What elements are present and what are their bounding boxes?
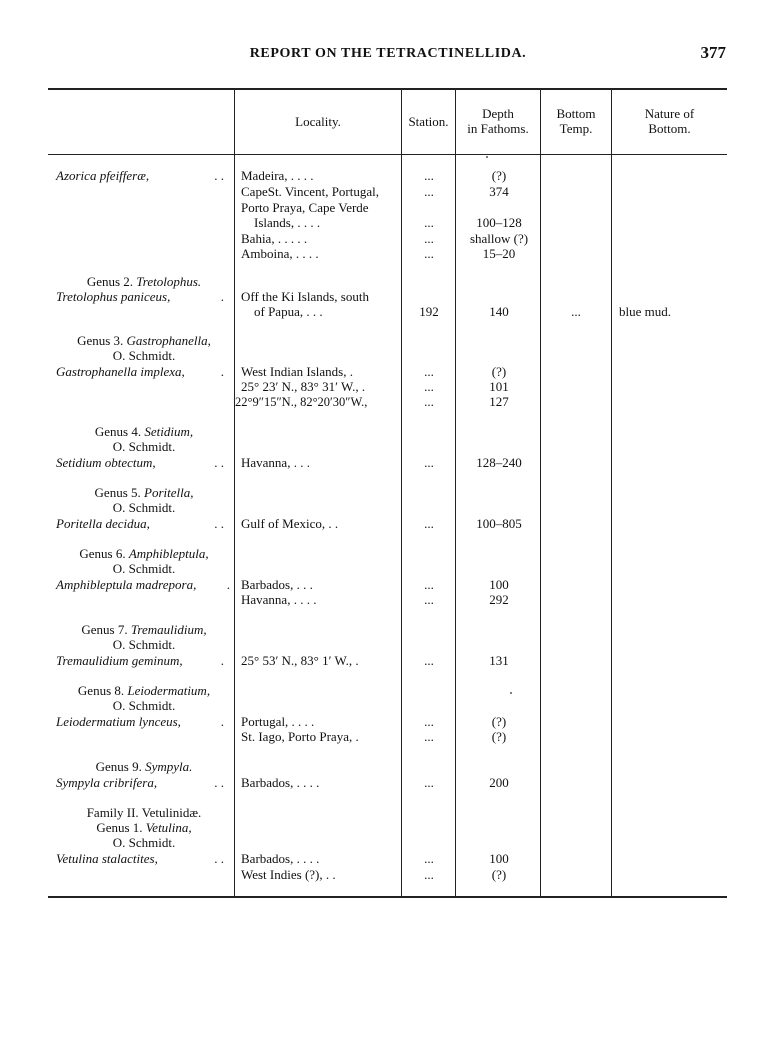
depth: 100 bbox=[489, 851, 509, 866]
locality: Bahia, . . . . . bbox=[241, 231, 308, 246]
header-station: Station. bbox=[408, 113, 449, 129]
depth: 131 bbox=[489, 653, 509, 668]
species-name: Sympyla cribrifera, bbox=[56, 775, 158, 790]
species-name: Tretolophus paniceus, bbox=[56, 289, 171, 304]
nature-of-bottom: blue mud. bbox=[619, 304, 671, 319]
header-locality: Locality. bbox=[295, 113, 341, 129]
depth: 100–805 bbox=[476, 516, 522, 531]
station: ... bbox=[424, 516, 434, 531]
genus-author: O. Schmidt. bbox=[112, 348, 176, 363]
locality: 25° 53′ N., 83° 1′ W., . bbox=[241, 653, 359, 668]
genus-heading: Genus 1. Vetulina, bbox=[96, 820, 192, 835]
locality: Off the Ki Islands, south bbox=[241, 289, 369, 304]
depth: 374 bbox=[489, 184, 509, 199]
depth: 15–20 bbox=[482, 246, 516, 261]
station: ... bbox=[424, 851, 434, 866]
species-name: Setidium obtectum, bbox=[56, 455, 156, 470]
column-divider bbox=[234, 90, 235, 898]
locality: Barbados, . . . . bbox=[241, 851, 320, 866]
genus-author: O. Schmidt. bbox=[112, 561, 176, 576]
station: 192 bbox=[419, 304, 439, 319]
station: ... bbox=[424, 867, 434, 882]
locality: Madeira, . . . . bbox=[241, 168, 314, 183]
station: ... bbox=[424, 775, 434, 790]
depth: (?) bbox=[491, 364, 507, 379]
station: ... bbox=[424, 231, 434, 246]
header-bottom-temp: Bottom Temp. bbox=[556, 106, 596, 136]
faint-mark bbox=[486, 156, 488, 158]
genus-author: O. Schmidt. bbox=[112, 698, 176, 713]
station: ... bbox=[424, 577, 434, 592]
station: ... bbox=[424, 364, 434, 379]
genus-heading: Genus 3. Gastrophanella, bbox=[77, 333, 211, 348]
station: ... bbox=[424, 215, 434, 230]
genus-heading: Genus 9. Sympyla. bbox=[95, 759, 193, 774]
running-head bbox=[0, 43, 776, 66]
depth: (?) bbox=[491, 168, 507, 183]
running-title: REPORT ON THE TETRACTINELLIDA. bbox=[249, 46, 527, 61]
depth: 100 bbox=[489, 577, 509, 592]
header-bottom-rule bbox=[48, 154, 727, 155]
header-nature-of-bottom: Nature of Bottom. bbox=[644, 106, 695, 136]
locality: Barbados, . . . . bbox=[241, 775, 320, 790]
locality: St. Iago, Porto Praya, . bbox=[241, 729, 359, 744]
faint-mark bbox=[510, 692, 512, 694]
column-divider bbox=[611, 90, 612, 898]
table-bottom-rule bbox=[48, 896, 727, 898]
species-name: Gastrophanella implexa, bbox=[56, 364, 185, 379]
station: ... bbox=[424, 729, 434, 744]
depth: 140 bbox=[489, 304, 509, 319]
depth: 127 bbox=[489, 394, 509, 409]
species-name: Amphibleptula madrepora, bbox=[56, 577, 197, 592]
station: ... bbox=[424, 455, 434, 470]
genus-author: O. Schmidt. bbox=[112, 439, 176, 454]
station: ... bbox=[424, 592, 434, 607]
locality: Havanna, . . . bbox=[241, 455, 310, 470]
station: ... bbox=[424, 168, 434, 183]
locality: CapeSt. Vincent, Portugal, bbox=[241, 184, 379, 199]
station: ... bbox=[424, 379, 434, 394]
station: ... bbox=[424, 714, 434, 729]
locality: Portugal, . . . . bbox=[241, 714, 315, 729]
locality: Havanna, . . . . bbox=[241, 592, 317, 607]
family-heading: Family II. Vetulinidæ. bbox=[86, 805, 202, 820]
locality: West Indian Islands, . bbox=[241, 364, 353, 379]
depth: 128–240 bbox=[476, 455, 522, 470]
locality: 22°9″15″N., 82°20′30″W., bbox=[235, 395, 368, 409]
data-table: Locality. Station. Depth in Fathoms. Bottom Temp. Nature of Bottom. Azorica pfeifferæ, . . Madeira, . . . . ... (?) CapeSt. Vincent, Portugal, ... 374 Porto Praya, Cape Verde Islands, . . . . ... 100–128 Bahia, . . . . . ... shallow (?) Amboina, . . . . ... 15–20 Genus 2. Tretolophus. Tretolophus paniceus, . Off the Ki Islands, south of Papua, . . . 192 140 ... blue mud. Genus 3. Gastrophanella, O. Schmidt. Gastrophanella implexa, . West Indian Islands, . ... (?) 25° 23′ N., 83° 31′ W., . ... 101 22°9″15″N., 82°20′30″W., ... 127 Genus 4. Setidium, O. Schmidt. Setidium obtectum, . . Havanna, . . . ... 128–240 Genus 5. Poritella, O. Schmidt. Poritella decidua, . . Gulf of Mexico, . . ... 100–805 Genus 6. Amphibleptula, O. Schmidt. Amphibleptula madrepora, . Barbados, . . . ... 100 Havanna, . . . . ... 292 Genus 7. Tremaulidium, O. Schmidt. Tremaulidium geminum, . 25° 53′ N., 83° 1′ W., . ... 131 Genus 8. Leiodermatium, O. Schmidt. Leiodermatium lynceus, . Portugal, . . . . ... (?) St. Iago, Porto Praya, . ... (?) Genus 9. Sympyla. Sympyla cribrifera, . . Barbados, . . . . ... 200 Family II. Vetulinidæ. Genus 1. Vetulina, O. Schmidt. Vetulina stalactites, . . Barbados, . . . . ... 100 West Indies (?), . . ... (?) bbox=[48, 88, 727, 898]
genus-heading: Genus 5. Poritella, bbox=[94, 485, 194, 500]
depth: 200 bbox=[489, 775, 509, 790]
page-number: 377 bbox=[700, 43, 726, 62]
locality: Amboina, . . . . bbox=[241, 246, 319, 261]
species-name: Poritella decidua, bbox=[56, 516, 150, 531]
species-name: Leiodermatium lynceus, bbox=[56, 714, 181, 729]
bottom-temp: ... bbox=[571, 304, 581, 319]
genus-author: O. Schmidt. bbox=[112, 500, 176, 515]
depth: shallow (?) bbox=[469, 231, 529, 246]
station: ... bbox=[424, 246, 434, 261]
locality: Barbados, . . . bbox=[241, 577, 313, 592]
header-depth: Depth in Fathoms. bbox=[467, 106, 529, 136]
species-name: Vetulina stalactites, bbox=[56, 851, 158, 866]
depth: (?) bbox=[491, 714, 507, 729]
station: ... bbox=[424, 394, 434, 409]
genus-author: O. Schmidt. bbox=[112, 835, 176, 850]
depth: 292 bbox=[489, 592, 509, 607]
genus-author: O. Schmidt. bbox=[112, 637, 176, 652]
genus-heading: Genus 8. Leiodermatium, bbox=[77, 683, 211, 698]
depth: 101 bbox=[489, 379, 509, 394]
locality: West Indies (?), . . bbox=[241, 867, 336, 882]
station: ... bbox=[424, 184, 434, 199]
locality: 25° 23′ N., 83° 31′ W., . bbox=[241, 379, 366, 394]
genus-heading: Genus 2. Tretolophus. bbox=[86, 274, 202, 289]
depth: 100–128 bbox=[476, 215, 522, 230]
depth: (?) bbox=[491, 867, 507, 882]
genus-heading: Genus 4. Setidium, bbox=[94, 424, 194, 439]
species-name: Tremaulidium geminum, bbox=[56, 653, 183, 668]
genus-heading: Genus 6. Amphibleptula, bbox=[79, 546, 209, 561]
genus-heading: Genus 7. Tremaulidium, bbox=[81, 622, 207, 637]
species-name: Azorica pfeifferæ, bbox=[56, 168, 150, 183]
locality: of Papua, . . . bbox=[241, 304, 323, 319]
locality: Porto Praya, Cape Verde bbox=[241, 200, 369, 215]
locality: Islands, . . . . bbox=[241, 215, 321, 230]
station: ... bbox=[424, 653, 434, 668]
depth: (?) bbox=[491, 729, 507, 744]
locality: Gulf of Mexico, . . bbox=[241, 516, 339, 531]
